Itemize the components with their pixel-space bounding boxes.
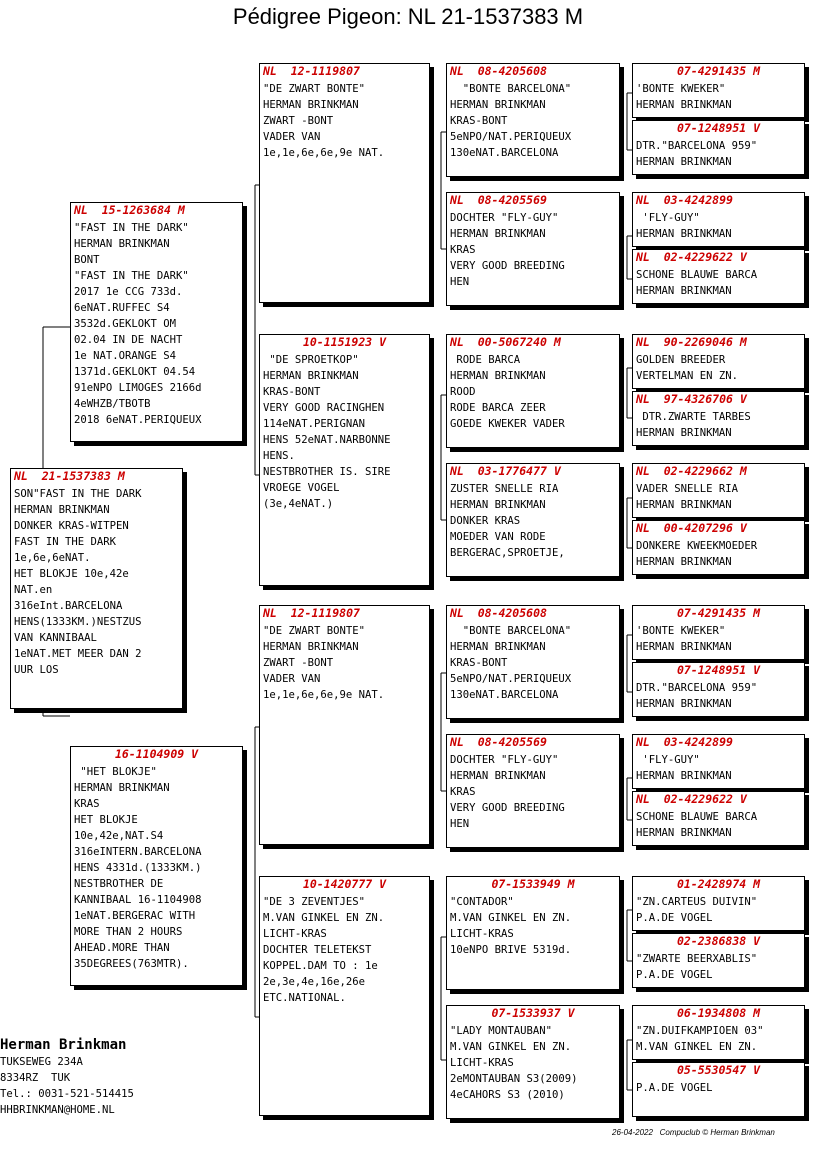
info-line: VROEGE VOGEL [263,482,340,494]
info-line: 1e,1e,6e,6e,9e NAT. [263,147,385,159]
ring-number: NL 21-1537383 M [14,469,125,483]
ring-number: 07-4291435 M [676,64,761,78]
info-line: 3532d.GEKLOKT OM [74,318,177,330]
info-line: HENS 52eNAT.NARBONNE [263,434,391,446]
info-line: "ZN.DUIFKAMPIOEN 03" [636,1025,764,1037]
info-line: M.VAN GINKEL EN ZN. [263,912,385,924]
ring-number: 07-1248951 V [676,663,761,677]
info-line: HERMAN BRINKMAN [450,228,546,240]
info-line: VAN KANNIBAAL [14,632,97,644]
info-line: "LADY MONTAUBAN" [450,1025,553,1037]
info-line: MOEDER VAN RODE [450,531,546,543]
info-line: HERMAN BRINKMAN [636,641,732,653]
info-line: 316eINTERN.BARCELONA [74,846,202,858]
info-line: 1eNAT.BERGERAC WITH [74,910,196,922]
ring-number: 07-1533937 V [491,1006,575,1020]
info-line: M.VAN GINKEL EN ZN. [450,912,572,924]
dsds-card [632,734,805,789]
dssd-card [632,662,805,717]
ssss-card [632,63,805,118]
ring-number: NL 02-4229622 V [636,792,747,806]
info-line: HERMAN BRINKMAN [450,641,546,653]
info-line: HEN [450,276,470,288]
ring-number: 07-1533949 M [491,877,575,891]
info-line: 4eWHZB/TBOTB [74,398,151,410]
ring-number: 02-2386838 V [676,934,761,948]
ring-number: NL 00-5067240 M [450,335,561,349]
info-line: KRAS [450,244,476,256]
sddd-card [632,520,805,575]
info-line: 4eCAHORS S3 (2010) [450,1089,565,1101]
ring-number: 05-5530547 V [676,1063,761,1077]
info-line: 10e,42e,NAT.S4 [74,830,164,842]
ring-number: NL 08-4205608 [450,606,547,620]
info-line: NAT.en [14,584,53,596]
info-line: BERGERAC,SPROETJE, [450,547,565,559]
sss-card [446,63,620,177]
info-line: 5eNPO/NAT.PERIQUEUX [450,131,572,143]
info-line: 2018 6eNAT.PERIQUEUX [74,414,202,426]
info-line: 2eMONTAUBAN S3(2009) [450,1073,578,1085]
info-line: MORE THAN 2 HOURS [74,926,183,938]
info-line: AHEAD.MORE THAN [74,942,170,954]
info-line: RODE BARCA [450,354,521,366]
info-line: 1e NAT.ORANGE S4 [74,350,177,362]
info-line: DONKER KRAS [450,515,521,527]
info-line: HENS 4331d.(1333KM.) [74,862,202,874]
info-line: HENS(1333KM.)NESTZUS [14,616,142,628]
ring-number: 10-1420777 V [302,877,387,891]
dsdd-card [632,791,805,846]
info-line: 1371d.GEKLOKT 04.54 [74,366,196,378]
info-line: SCHONE BLAUWE BARCA [636,811,758,823]
sire-dam-card [259,334,430,586]
dam-sire-card [259,605,430,845]
ring-number: 01-2428974 M [676,877,761,891]
info-line: "DE 3 ZEVENTJES" [263,896,366,908]
ddsd-card [632,933,805,988]
info-line: HERMAN BRINKMAN [450,99,546,111]
info-line: P.A.DE VOGEL [636,1082,713,1094]
info-line: HET BLOKJE 10e,42e [14,568,129,580]
info-line: HHBRINKMAN@HOME.NL [0,1104,115,1116]
info-line: "FAST IN THE DARK" [74,222,189,234]
info-line: DOCHTER "FLY-GUY" [450,212,559,224]
info-line: 130eNAT.BARCELONA [450,689,559,701]
info-line: ETC.NATIONAL. [263,992,346,1004]
ring-number: NL 02-4229622 V [636,250,747,264]
ring-number: NL 08-4205569 [450,735,547,749]
info-line: 6eNAT.RUFFEC S4 [74,302,170,314]
info-line: LICHT-KRAS [450,1057,514,1069]
ring-number: 10-1151923 V [302,335,387,349]
info-line: VADER VAN [263,131,321,143]
info-line: TUKSEWEG 234A [0,1056,83,1068]
info-line: M.VAN GINKEL EN ZN. [450,1041,572,1053]
info-line: "HET BLOKJE" [74,766,157,778]
sdd-card [446,463,620,577]
info-line: 316eInt.BARCELONA [14,600,123,612]
info-line: DTR."BARCELONA 959" [636,140,758,152]
ring-number: NL 90-2269046 M [636,335,747,349]
info-line: 2017 1e CCG 733d. [74,286,183,298]
info-line: UUR LOS [14,664,59,676]
info-line: KOPPEL.DAM TO : 1e [263,960,378,972]
info-line: 8334RZ TUK [0,1072,71,1084]
info-line: KRAS [450,786,476,798]
info-line: 130eNAT.BARCELONA [450,147,559,159]
ddss-card [632,876,805,931]
info-line: DOCHTER TELETEKST [263,944,372,956]
info-line: HERMAN BRINKMAN [263,99,359,111]
info-line: HERMAN BRINKMAN [263,641,359,653]
info-line: HERMAN BRINKMAN [636,827,732,839]
info-line: 1e,6e,6eNAT. [14,552,91,564]
info-line: "ZWARTE BEERXABLIS" [636,953,758,965]
sds-card [446,334,620,448]
info-line: BONT [74,254,100,266]
info-line: HERMAN BRINKMAN [263,370,359,382]
info-line: HERMAN BRINKMAN [636,285,732,297]
info-line: ZWART -BONT [263,115,334,127]
info-line: HERMAN BRINKMAN [636,99,732,111]
info-line: HERMAN BRINKMAN [636,770,732,782]
dam-dam-card [259,876,430,1116]
page-title: Pédigree Pigeon: NL 21-1537383 M [232,4,584,29]
ring-number: NL 03-4242899 [636,193,733,207]
info-line: DONKERE KWEEKMOEDER [636,540,758,552]
info-line: 'BONTE KWEKER" [636,625,726,637]
info-line: HERMAN BRINKMAN [636,427,732,439]
info-line: KRAS-BONT [450,115,508,127]
info-line: HERMAN BRINKMAN [636,556,732,568]
info-line: 02.04 IN DE NACHT [74,334,183,346]
info-line: VADER VAN [263,673,321,685]
dam-card [70,746,243,986]
info-line: 'FLY-GUY" [636,212,700,224]
ring-number: NL 12-1119807 [263,606,360,620]
info-line: VERY GOOD RACINGHEN [263,402,385,414]
ring-number: 16-1104909 V [114,747,199,761]
info-line: "DE ZWART BONTE" [263,83,366,95]
info-line: HERMAN BRINKMAN [14,504,110,516]
info-line: "DE SPROETKOP" [263,354,359,366]
info-line: 5eNPO/NAT.PERIQUEUX [450,673,572,685]
info-line: "DE ZWART BONTE" [263,625,366,637]
breeder-name: Herman Brinkman [0,1037,127,1053]
ring-number: NL 08-4205608 [450,64,547,78]
ring-number: NL 03-1776477 V [450,464,561,478]
info-line: HET BLOKJE [74,814,138,826]
info-line: HERMAN BRINKMAN [74,782,170,794]
ddds-card [632,1005,805,1060]
info-line: "ZN.CARTEUS DUIVIN" [636,896,758,908]
info-line: KRAS [74,798,100,810]
info-line: 1eNAT.MET MEER DAN 2 [14,648,142,660]
footer-credit: 26-04-2022 Compuclub © Herman Brinkman [612,1128,775,1137]
info-line: 114eNAT.PERIGNAN [263,418,366,430]
ring-number: 06-1934808 M [676,1006,761,1020]
info-line: 91eNPO LIMOGES 2166d [74,382,202,394]
breeder-info [0,1036,134,1118]
sssd-card [632,120,805,175]
ring-number: NL 08-4205569 [450,193,547,207]
info-line: 'BONTE KWEKER" [636,83,726,95]
info-line: ZUSTER SNELLE RIA [450,483,559,495]
info-line: FAST IN THE DARK [14,536,117,548]
ring-number: NL 15-1263684 M [74,203,185,217]
info-line: DTR.ZWARTE TARBES [636,411,751,423]
ring-number: NL 97-4326706 V [636,392,747,406]
info-line: "BONTE BARCELONA" [450,625,572,637]
info-line: M.VAN GINKEL EN ZN. [636,1041,758,1053]
info-line: VERTELMAN EN ZN. [636,370,739,382]
info-line: 2e,3e,4e,16e,26e [263,976,366,988]
info-line: LICHT-KRAS [450,928,514,940]
ring-number: NL 12-1119807 [263,64,360,78]
info-line: HERMAN BRINKMAN [636,228,732,240]
sire-card [70,202,243,442]
dddd-card [632,1062,805,1117]
ssdd-card [632,249,805,304]
info-line: HERMAN BRINKMAN [636,499,732,511]
info-line: VERY GOOD BREEDING [450,260,565,272]
dsd-card [446,734,620,848]
info-line: HENS. [263,450,295,462]
ring-number: NL 03-4242899 [636,735,733,749]
ssd-card [446,192,620,306]
info-line: 'FLY-GUY" [636,754,700,766]
info-line: KRAS-BONT [263,386,321,398]
info-line: ZWART -BONT [263,657,334,669]
info-line: HEN [450,818,470,830]
info-line: DTR."BARCELONA 959" [636,682,758,694]
info-line: Tel.: 0031-521-514415 [0,1088,134,1100]
info-line: HERMAN BRINKMAN [450,499,546,511]
dsss-card [632,605,805,660]
info-line: NESTBROTHER IS. SIRE [263,466,391,478]
sdss-card [632,334,805,389]
info-line: (3e,4eNAT.) [263,498,334,510]
dds-card [446,876,620,990]
info-line: SON"FAST IN THE DARK [14,488,142,500]
info-line: HERMAN BRINKMAN [74,238,170,250]
ring-number: NL 02-4229662 M [636,464,747,478]
info-line: P.A.DE VOGEL [636,969,713,981]
ring-number: 07-1248951 V [676,121,761,135]
info-line: P.A.DE VOGEL [636,912,713,924]
info-line: "CONTADOR" [450,896,514,908]
dss-card [446,605,620,719]
sdsd-card [632,391,805,446]
info-line: "FAST IN THE DARK" [74,270,189,282]
subject-pigeon-card [10,468,183,709]
info-line: SCHONE BLAUWE BARCA [636,269,758,281]
info-line: DOCHTER "FLY-GUY" [450,754,559,766]
info-line: HERMAN BRINKMAN [450,370,546,382]
info-line: 10eNPO BRIVE 5319d. [450,944,572,956]
info-line: KRAS-BONT [450,657,508,669]
ring-number: NL 00-4207296 V [636,521,747,535]
ssds-card [632,192,805,247]
info-line: DONKER KRAS-WITPEN [14,520,129,532]
info-line: 35DEGREES(763MTR). [74,958,189,970]
ddd-card [446,1005,620,1119]
ring-number: 07-4291435 M [676,606,761,620]
info-line: GOLDEN BREEDER [636,354,726,366]
info-line: 1e,1e,6e,6e,9e NAT. [263,689,385,701]
info-line: VERY GOOD BREEDING [450,802,565,814]
info-line: "BONTE BARCELONA" [450,83,572,95]
info-line: KANNIBAAL 16-1104908 [74,894,202,906]
info-line: HERMAN BRINKMAN [450,770,546,782]
info-line: VADER SNELLE RIA [636,483,739,495]
info-line: ROOD [450,386,476,398]
sdds-card [632,463,805,518]
info-line: NESTBROTHER DE [74,878,164,890]
info-line: RODE BARCA ZEER [450,402,546,414]
info-line: LICHT-KRAS [263,928,327,940]
sire-sire-card [259,63,430,303]
info-line: HERMAN BRINKMAN [636,156,732,168]
info-line: GOEDE KWEKER VADER [450,418,565,430]
info-line: HERMAN BRINKMAN [636,698,732,710]
